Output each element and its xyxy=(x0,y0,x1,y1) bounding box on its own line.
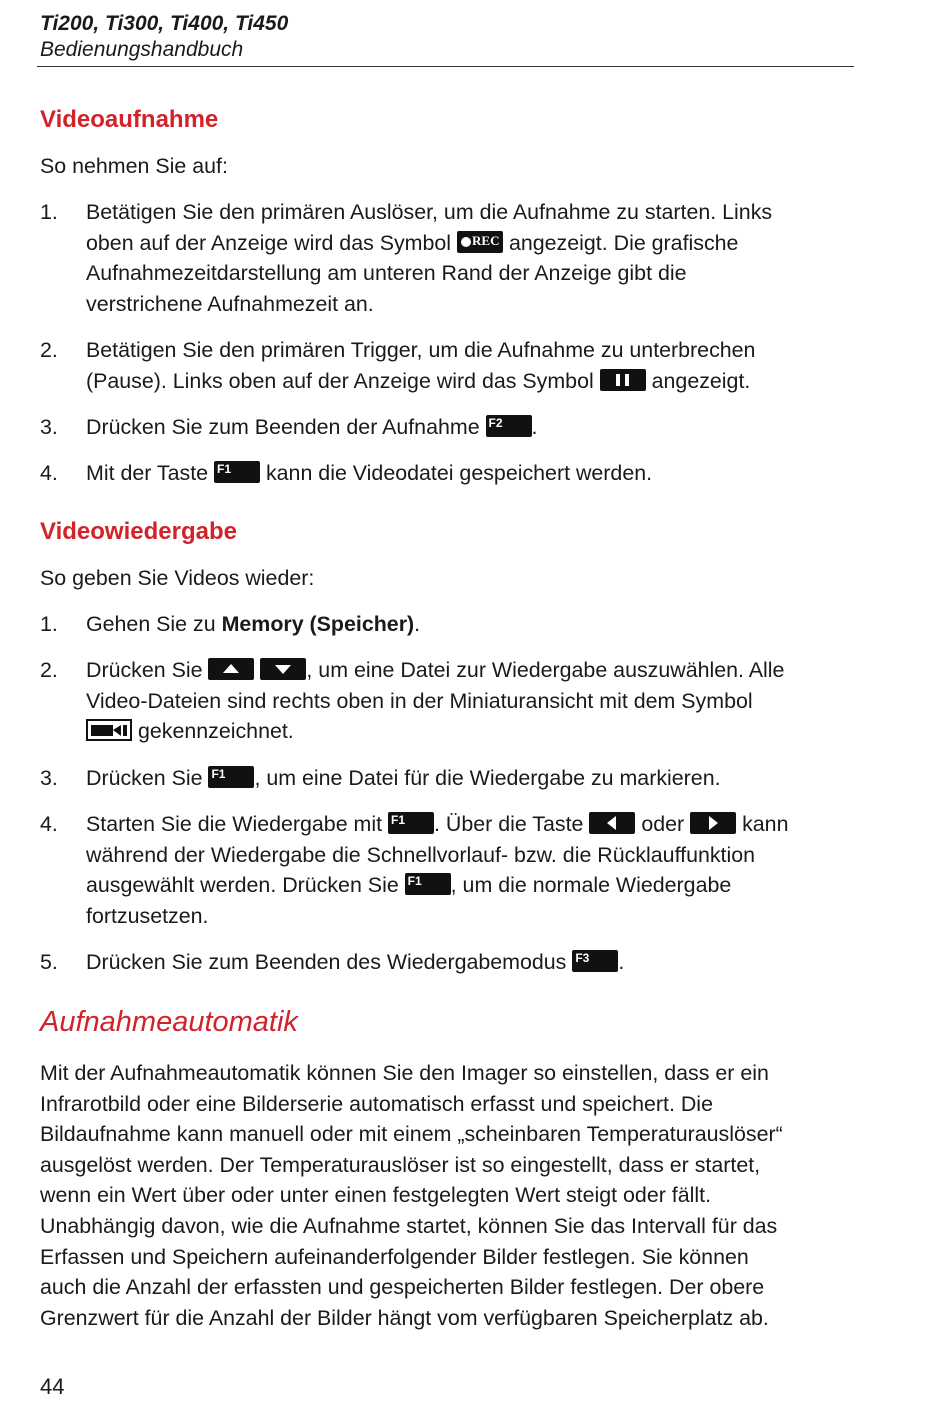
step-text: Drücken Sie zum Beenden der Aufnahme xyxy=(86,415,480,439)
step-number: 2. xyxy=(40,658,58,682)
step-number: 1. xyxy=(40,200,58,224)
arrow-down-key-icon xyxy=(260,658,306,680)
step-text: Betätigen Sie den primären Trigger, um die Aufnahme zu unterbrechen xyxy=(86,338,756,362)
f1-key-icon: F1 xyxy=(208,766,254,788)
step-text: Drücken Sie xyxy=(86,766,203,790)
step-text: ausgewählt werden. Drücken Sie xyxy=(86,873,399,898)
video-camera-icon xyxy=(86,719,132,741)
step-number: 1. xyxy=(40,612,58,636)
step-text: oder xyxy=(641,812,685,836)
f2-key-icon: F2 xyxy=(486,415,532,437)
step-text: angezeigt. xyxy=(651,368,751,393)
step-text: , um eine Datei zur Wiedergabe auszuwählen. Alle xyxy=(306,658,785,682)
recording-intro: So nehmen Sie auf: xyxy=(40,154,228,178)
step-text: gekennzeichnet. xyxy=(137,719,294,744)
pause-icon xyxy=(600,369,646,391)
step-number: 5. xyxy=(40,950,58,974)
step-text: angezeigt. Die grafische xyxy=(508,230,739,255)
record-icon: REC xyxy=(457,231,503,253)
paragraph-line: ausgelöst werden. Der Temperaturauslöser ist so eingestellt, dass er startet, xyxy=(40,1152,761,1177)
f1-key-icon: F1 xyxy=(405,873,451,895)
auto-capture-paragraph xyxy=(40,1058,783,1333)
step-number: 3. xyxy=(40,766,58,790)
header-divider xyxy=(37,66,854,67)
paragraph-line: Mit der Aufnahmeautomatik können Sie den Imager so einstellen, dass er ein xyxy=(40,1061,769,1085)
step-number: 3. xyxy=(40,415,58,439)
step-text: Mit der Taste xyxy=(86,461,209,485)
step-text: , um die normale Wiedergabe xyxy=(450,873,732,898)
header-title: Ti200, Ti300, Ti400, Ti450 xyxy=(40,12,289,35)
arrow-up-key-icon xyxy=(208,658,254,680)
arrow-left-key-icon xyxy=(589,812,635,834)
step-text: Betätigen Sie den primären Auslöser, um die Aufnahme zu starten. Links xyxy=(86,200,773,224)
step-text: während der Wiedergabe die Schnellvorlauf- bzw. die Rücklauffunktion xyxy=(86,842,756,867)
step-text: fortzusetzen. xyxy=(86,903,209,928)
memory-menu-label: Memory (Speicher) xyxy=(221,612,415,636)
step-text: Aufnahmezeitdarstellung am unteren Rand der Anzeige gibt die xyxy=(86,261,687,286)
step-text: , um eine Datei für die Wiedergabe zu markieren. xyxy=(254,766,721,790)
paragraph-line: wenn ein Wert über oder unter einen festgelegten Wert steigt oder fällt. xyxy=(40,1183,712,1208)
paragraph-line: Bildaufnahme kann manuell oder mit einem „scheinbaren Temperaturauslöser“ xyxy=(40,1122,783,1147)
step-text: Gehen Sie zu xyxy=(86,612,216,636)
paragraph-line: Erfassen und Speichern aufeinanderfolgender Bilder festlegen. Sie können xyxy=(40,1244,749,1269)
section-heading-video-playback: Videowiedergabe xyxy=(40,518,237,545)
step-number: 2. xyxy=(40,338,58,362)
step-text: Drücken Sie zum Beenden des Wiedergabemodus xyxy=(86,950,567,974)
section-heading-auto-capture: Aufnahmeautomatik xyxy=(40,1006,298,1038)
paragraph-line: auch die Anzahl der erfassten und gespeicherten Bilder festlegen. Der obere xyxy=(40,1275,765,1300)
f3-key-icon: F3 xyxy=(572,950,618,972)
step-text: Drücken Sie xyxy=(86,658,203,682)
paragraph-line: Infrarotbild oder eine Bilderserie automatisch erfasst und speichert. Die xyxy=(40,1091,713,1116)
step-text: Video-Dateien sind rechts oben in der Miniaturansicht mit dem Symbol xyxy=(86,688,753,713)
manual-page: Ti200, Ti300, Ti400, Ti450 Bedienungshandbuch Videoaufnahme So nehmen Sie auf: 1. Betätigen Sie den primären Auslöser, um die Aufnahme zu starten. Links oben auf der Anzeige wird das Symbol REC angezeigt. Die grafische Aufnahmezeitdarstellung am unteren Rand der Anzeige gibt die verstrichene Aufnahmezeit an. 2. Betätigen Sie den primären Trigger, um die Aufnahme zu unterbrechen (Pause). Links oben auf der Anzeige wird das Symbol angezeigt. 3. Drücken Sie zum Beenden der Aufnahme F2 . 4. Mit der Taste F1 kann die Videodatei gespeichert werden. Videowiedergabe So geben Sie Videos wieder: 1. Gehen Sie zu Memory (Speicher). 2. Drücken Sie , um eine Datei zur Wiedergabe auszuwählen. Alle Video-Dateien sind rechts oben in der Miniaturansicht mit dem Symbol gekennzeichnet. 3. Drücken Sie F1 , um eine Datei für die Wiedergabe zu markieren. 4. Starten Sie die Wiedergabe mit F1 . Über die Taste oder kann während der Wiedergabe die Schnellvorlauf- bzw. die Rücklauffunktion ausgewählt werden. Drücken Sie F1 , um die normale Wiedergabe fortzusetzen. 5. Drücken Sie zum Beenden des Wiedergabemodus F3 . Aufnahmeautomatik Mit der Aufnahmeautomatik können Sie den Imager so einstellen, dass er ein Infrarotbild oder eine Bilderserie automatisch erfasst und speichert. Die Bildaufnahme kann manuell oder mit einem „scheinbaren Temperaturauslöser“ ausgelöst werden. Der Temperaturauslöser ist so eingestellt, dass er startet, wenn ein Wert über oder unter einen festgelegten Wert steigt oder fällt. Unabhängig davon, wie die Aufnahme startet, können Sie das Intervall für das Erfassen und Speichern aufeinanderfolgender Bilder festlegen. Sie können auch die Anzahl der erfassten und gespeicherten Bilder festlegen. Der obere Grenzwert für die Anzahl der Bilder hängt vom verfügbaren Speicherplatz ab. 44 xyxy=(0,0,950,1408)
step-text: kann xyxy=(742,812,789,836)
paragraph-line: Unabhängig davon, wie die Aufnahme startet, können Sie das Intervall für das xyxy=(40,1213,778,1238)
f1-key-icon: F1 xyxy=(214,461,260,483)
step-text: kann die Videodatei gespeichert werden. xyxy=(265,461,653,485)
arrow-right-key-icon xyxy=(690,812,736,834)
f1-key-icon: F1 xyxy=(388,812,434,834)
playback-intro: So geben Sie Videos wieder: xyxy=(40,566,315,590)
page-number: 44 xyxy=(40,1374,65,1399)
step-text: Starten Sie die Wiedergabe mit xyxy=(86,812,383,836)
section-heading-video-recording: Videoaufnahme xyxy=(40,106,219,133)
paragraph-line: Grenzwert für die Anzahl der Bilder hängt vom verfügbaren Speicherplatz ab. xyxy=(40,1305,769,1330)
step-number: 4. xyxy=(40,812,58,836)
header-subtitle: Bedienungshandbuch xyxy=(40,38,244,61)
step-text: . Über die Taste xyxy=(434,812,584,836)
step-text: verstrichene Aufnahmezeit an. xyxy=(86,291,374,316)
step-text: (Pause). Links oben auf der Anzeige wird das Symbol xyxy=(86,368,594,393)
step-number: 4. xyxy=(40,461,58,485)
step-text: oben auf der Anzeige wird das Symbol xyxy=(86,230,452,255)
